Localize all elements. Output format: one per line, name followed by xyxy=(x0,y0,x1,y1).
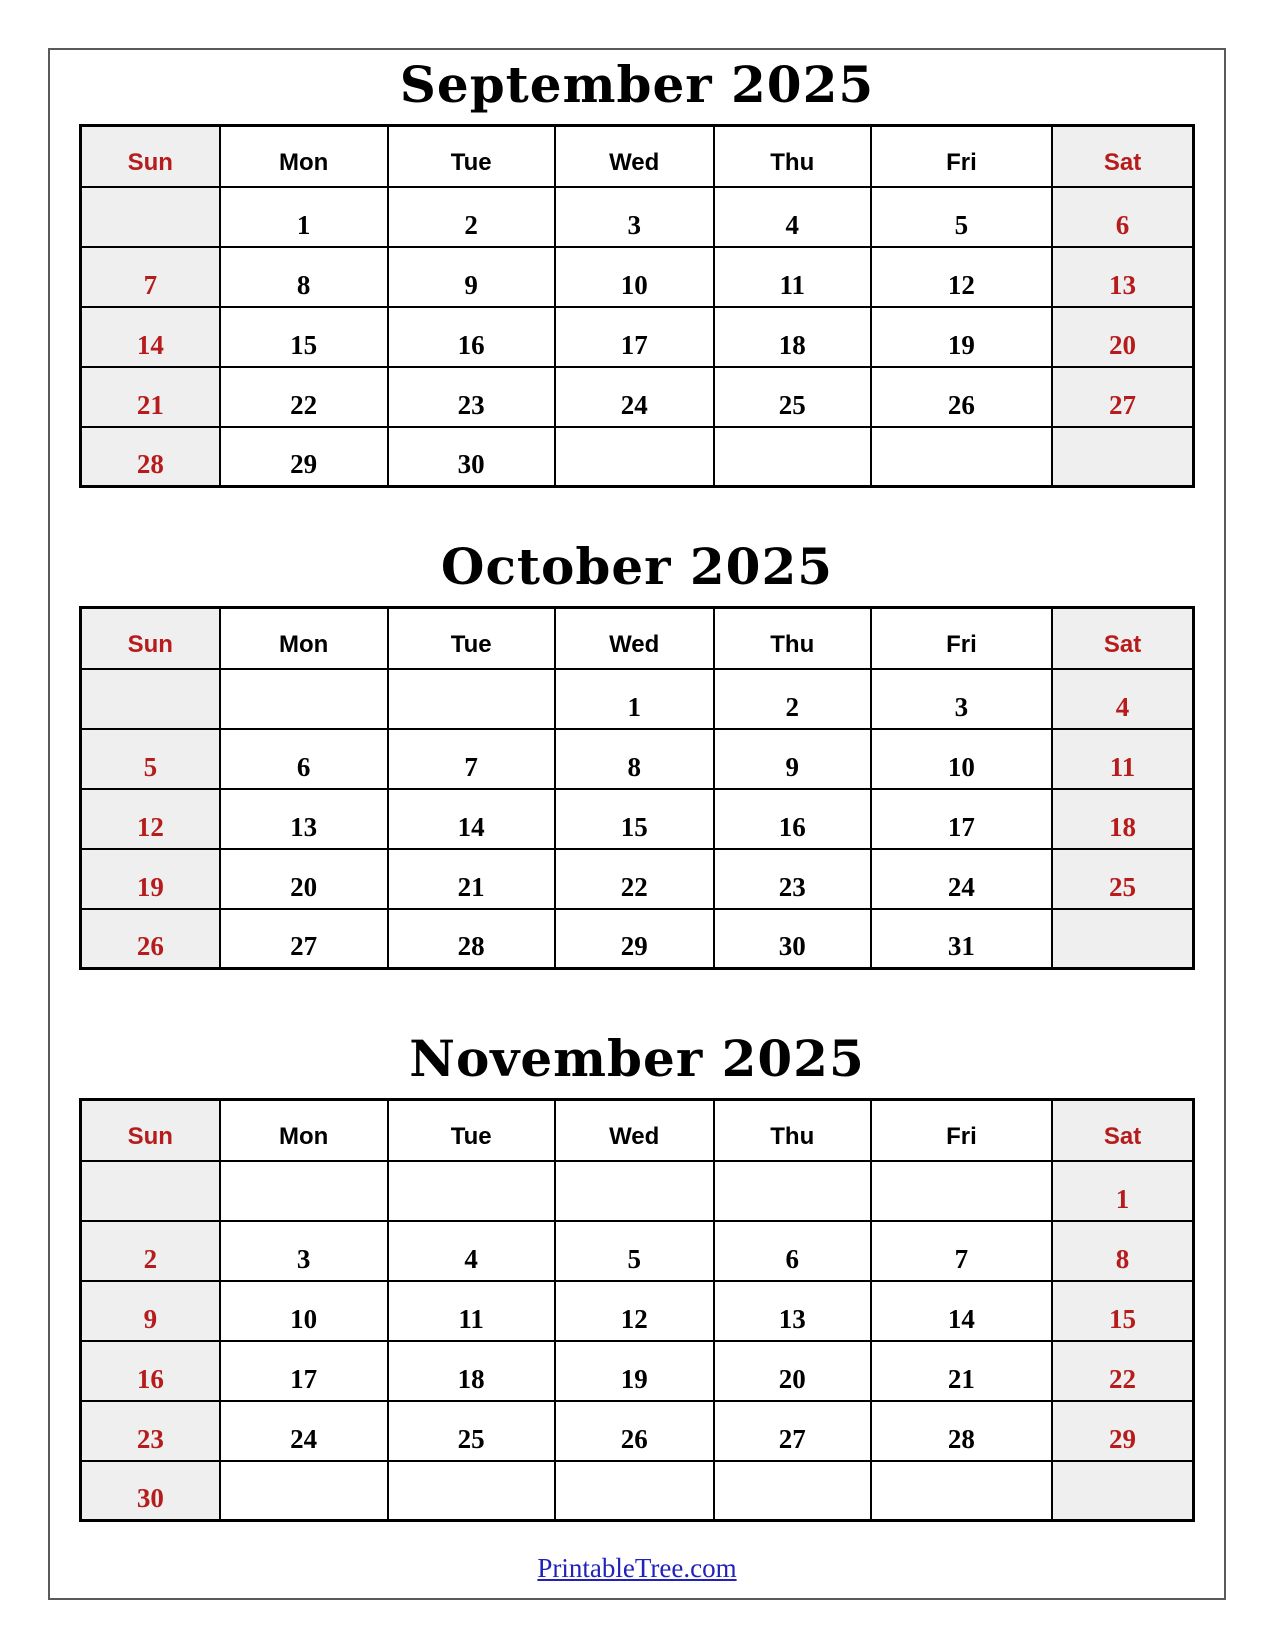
empty-cell xyxy=(555,1161,714,1221)
date-cell: 3 xyxy=(555,187,714,247)
week-row xyxy=(81,247,1194,307)
calendar-table-november xyxy=(79,1098,1195,1522)
date-cell: 10 xyxy=(220,1281,388,1341)
date-cell: 26 xyxy=(555,1401,714,1461)
day-header-thu: Thu xyxy=(714,608,871,669)
date-cell: 30 xyxy=(81,1461,220,1521)
date-cell: 19 xyxy=(81,849,220,909)
date-cell: 29 xyxy=(1052,1401,1193,1461)
month-section-october xyxy=(50,538,1224,970)
month-title-november: November 2025 xyxy=(409,1029,865,1088)
empty-cell xyxy=(81,669,220,729)
week-row xyxy=(81,1221,1194,1281)
date-cell: 16 xyxy=(714,789,871,849)
week-row xyxy=(81,669,1194,729)
day-header-fri: Fri xyxy=(871,126,1052,187)
date-cell: 18 xyxy=(1052,789,1193,849)
empty-cell xyxy=(871,427,1052,487)
date-cell: 28 xyxy=(871,1401,1052,1461)
month-title-october: October 2025 xyxy=(440,537,834,596)
date-cell: 22 xyxy=(220,367,388,427)
empty-cell xyxy=(220,669,388,729)
date-cell: 24 xyxy=(555,367,714,427)
date-cell: 30 xyxy=(714,909,871,969)
date-cell: 23 xyxy=(388,367,555,427)
date-cell: 18 xyxy=(388,1341,555,1401)
day-header-wed: Wed xyxy=(555,1100,714,1161)
empty-cell xyxy=(555,427,714,487)
date-cell: 17 xyxy=(220,1341,388,1401)
date-cell: 12 xyxy=(871,247,1052,307)
date-cell: 9 xyxy=(81,1281,220,1341)
date-cell: 13 xyxy=(714,1281,871,1341)
empty-cell xyxy=(220,1461,388,1521)
date-cell: 21 xyxy=(388,849,555,909)
date-cell: 5 xyxy=(555,1221,714,1281)
date-cell: 1 xyxy=(220,187,388,247)
week-row xyxy=(81,187,1194,247)
day-header-sat: Sat xyxy=(1052,126,1193,187)
date-cell: 19 xyxy=(555,1341,714,1401)
day-header-sat: Sat xyxy=(1052,608,1193,669)
date-cell: 29 xyxy=(555,909,714,969)
calendar-table-october xyxy=(79,606,1195,970)
empty-cell xyxy=(388,669,555,729)
week-row xyxy=(81,307,1194,367)
date-cell: 15 xyxy=(220,307,388,367)
calendar-table-september xyxy=(79,124,1195,488)
weekday-header-row xyxy=(81,126,1194,187)
date-cell: 14 xyxy=(81,307,220,367)
date-cell: 4 xyxy=(1052,669,1193,729)
date-cell: 23 xyxy=(714,849,871,909)
day-header-thu: Thu xyxy=(714,126,871,187)
empty-cell xyxy=(871,1161,1052,1221)
date-cell: 14 xyxy=(871,1281,1052,1341)
date-cell: 21 xyxy=(81,367,220,427)
date-cell: 6 xyxy=(714,1221,871,1281)
date-cell: 6 xyxy=(220,729,388,789)
empty-cell xyxy=(388,1461,555,1521)
empty-cell xyxy=(714,1461,871,1521)
week-row xyxy=(81,849,1194,909)
date-cell: 15 xyxy=(1052,1281,1193,1341)
week-row xyxy=(81,1401,1194,1461)
weekday-header-row xyxy=(81,1100,1194,1161)
date-cell: 3 xyxy=(220,1221,388,1281)
day-header-mon: Mon xyxy=(220,608,388,669)
week-row xyxy=(81,1341,1194,1401)
empty-cell xyxy=(81,187,220,247)
date-cell: 9 xyxy=(714,729,871,789)
date-cell: 26 xyxy=(871,367,1052,427)
date-cell: 12 xyxy=(555,1281,714,1341)
date-cell: 8 xyxy=(220,247,388,307)
date-cell: 26 xyxy=(81,909,220,969)
date-cell: 30 xyxy=(388,427,555,487)
date-cell: 9 xyxy=(388,247,555,307)
day-header-wed: Wed xyxy=(555,608,714,669)
date-cell: 8 xyxy=(555,729,714,789)
date-cell: 25 xyxy=(388,1401,555,1461)
day-header-tue: Tue xyxy=(388,608,555,669)
day-header-fri: Fri xyxy=(871,608,1052,669)
date-cell: 7 xyxy=(81,247,220,307)
week-row xyxy=(81,367,1194,427)
date-cell: 24 xyxy=(220,1401,388,1461)
date-cell: 12 xyxy=(81,789,220,849)
date-cell: 5 xyxy=(81,729,220,789)
day-header-mon: Mon xyxy=(220,126,388,187)
page-footer xyxy=(50,1553,1224,1584)
date-cell: 7 xyxy=(388,729,555,789)
week-row xyxy=(81,1161,1194,1221)
date-cell: 1 xyxy=(1052,1161,1193,1221)
date-cell: 20 xyxy=(714,1341,871,1401)
date-cell: 20 xyxy=(1052,307,1193,367)
date-cell: 3 xyxy=(871,669,1052,729)
day-header-thu: Thu xyxy=(714,1100,871,1161)
date-cell: 7 xyxy=(871,1221,1052,1281)
date-cell: 14 xyxy=(388,789,555,849)
date-cell: 13 xyxy=(1052,247,1193,307)
date-cell: 5 xyxy=(871,187,1052,247)
month-section-november xyxy=(50,1030,1224,1522)
page-frame xyxy=(48,48,1226,1600)
date-cell: 2 xyxy=(714,669,871,729)
date-cell: 4 xyxy=(388,1221,555,1281)
empty-cell xyxy=(555,1461,714,1521)
day-header-mon: Mon xyxy=(220,1100,388,1161)
date-cell: 1 xyxy=(555,669,714,729)
empty-cell xyxy=(1052,1461,1193,1521)
date-cell: 27 xyxy=(714,1401,871,1461)
empty-cell xyxy=(81,1161,220,1221)
date-cell: 15 xyxy=(555,789,714,849)
date-cell: 16 xyxy=(81,1341,220,1401)
date-cell: 28 xyxy=(388,909,555,969)
date-cell: 11 xyxy=(714,247,871,307)
date-cell: 2 xyxy=(388,187,555,247)
day-header-fri: Fri xyxy=(871,1100,1052,1161)
date-cell: 29 xyxy=(220,427,388,487)
month-title-september: September 2025 xyxy=(399,55,875,114)
date-cell: 4 xyxy=(714,187,871,247)
date-cell: 11 xyxy=(388,1281,555,1341)
date-cell: 18 xyxy=(714,307,871,367)
empty-cell xyxy=(388,1161,555,1221)
date-cell: 22 xyxy=(1052,1341,1193,1401)
week-row xyxy=(81,1461,1194,1521)
date-cell: 2 xyxy=(81,1221,220,1281)
day-header-tue: Tue xyxy=(388,126,555,187)
footer-link[interactable]: PrintableTree.com xyxy=(537,1553,737,1583)
weekday-header-row xyxy=(81,608,1194,669)
week-row xyxy=(81,789,1194,849)
empty-cell xyxy=(1052,909,1193,969)
week-row xyxy=(81,427,1194,487)
month-section-september xyxy=(50,56,1224,488)
empty-cell xyxy=(871,1461,1052,1521)
date-cell: 20 xyxy=(220,849,388,909)
date-cell: 13 xyxy=(220,789,388,849)
day-header-sun: Sun xyxy=(81,126,220,187)
day-header-sun: Sun xyxy=(81,608,220,669)
date-cell: 27 xyxy=(1052,367,1193,427)
date-cell: 10 xyxy=(555,247,714,307)
date-cell: 24 xyxy=(871,849,1052,909)
day-header-tue: Tue xyxy=(388,1100,555,1161)
week-row xyxy=(81,729,1194,789)
date-cell: 19 xyxy=(871,307,1052,367)
week-row xyxy=(81,909,1194,969)
date-cell: 23 xyxy=(81,1401,220,1461)
date-cell: 6 xyxy=(1052,187,1193,247)
day-header-sat: Sat xyxy=(1052,1100,1193,1161)
empty-cell xyxy=(220,1161,388,1221)
date-cell: 10 xyxy=(871,729,1052,789)
day-header-sun: Sun xyxy=(81,1100,220,1161)
date-cell: 28 xyxy=(81,427,220,487)
date-cell: 21 xyxy=(871,1341,1052,1401)
date-cell: 25 xyxy=(1052,849,1193,909)
empty-cell xyxy=(714,427,871,487)
date-cell: 8 xyxy=(1052,1221,1193,1281)
empty-cell xyxy=(714,1161,871,1221)
date-cell: 25 xyxy=(714,367,871,427)
date-cell: 17 xyxy=(871,789,1052,849)
empty-cell xyxy=(1052,427,1193,487)
date-cell: 11 xyxy=(1052,729,1193,789)
date-cell: 16 xyxy=(388,307,555,367)
day-header-wed: Wed xyxy=(555,126,714,187)
week-row xyxy=(81,1281,1194,1341)
date-cell: 17 xyxy=(555,307,714,367)
date-cell: 22 xyxy=(555,849,714,909)
date-cell: 31 xyxy=(871,909,1052,969)
date-cell: 27 xyxy=(220,909,388,969)
